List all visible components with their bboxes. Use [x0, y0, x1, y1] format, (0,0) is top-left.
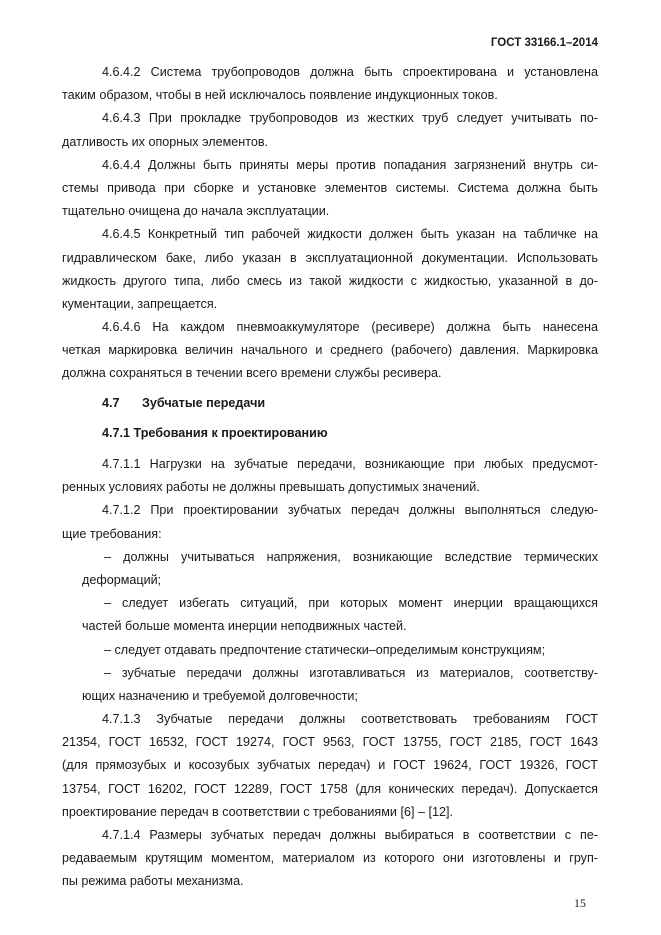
text-line: – должны учитываться напряжения, возникающие вследствие термических [104, 549, 598, 564]
text-line: ренных условиях работы не должны превышать допустимых значений. [62, 480, 480, 495]
text-line: четкая маркировка величин начального и среднего (рабочего) давления. Маркировка [62, 343, 598, 358]
paragraph [62, 499, 598, 545]
text-line: должна сохраняться в течении всего времени службы ресивера. [62, 366, 442, 381]
section-number: 4.7 [102, 395, 120, 410]
text-line: 4.7.1.2 При проектировании зубчатых передач должны выполняться следую- [102, 503, 598, 518]
paragraph [62, 824, 598, 894]
text-line: 4.6.4.5 Конкретный тип рабочей жидкости должен быть указан на табличке на [102, 227, 598, 242]
text-line: гидравлическом баке, либо указан в эксплуатационной документации. Использовать [62, 250, 598, 265]
paragraph [62, 154, 598, 224]
paragraph [62, 316, 598, 386]
page-number: 15 [574, 896, 586, 910]
text-line: кументации, запрещается. [62, 296, 218, 311]
text-line: (для прямозубых и косозубых зубчатых передач) и ГОСТ 19624, ГОСТ 19326, ГОСТ [62, 758, 598, 773]
text-line: проектирование передач в соответствии с требованиями [6] – [12]. [62, 804, 453, 819]
list-item [62, 546, 598, 592]
text-line: ющих назначению и требуемой долговечности; [82, 688, 358, 703]
text-line: 4.6.4.6 На каждом пневмоаккумуляторе (ресивере) должна быть нанесена [102, 320, 598, 335]
text-line: – зубчатые передачи должны изготавливаться из материалов, соответству- [104, 665, 598, 680]
section-heading [62, 392, 598, 415]
paragraph [62, 61, 598, 107]
text-line: 4.7.1.4 Размеры зубчатых передач должны выбираться в соответствии с пе- [102, 828, 598, 842]
text-line: – следует избегать ситуаций, при которых момент инерции вращающихся [104, 596, 598, 611]
text-line: деформаций; [82, 572, 162, 587]
text-line: тщательно очищена до начала эксплуатации. [62, 204, 330, 219]
section-heading [62, 422, 598, 445]
text-line: 4.7.1.3 Зубчатые передачи должны соответствовать требованиям ГОСТ [102, 712, 598, 727]
text-line: – следует отдавать предпочтение статически–определимым конструкциям; [104, 642, 546, 657]
text-line: частей больше момента инерции неподвижных частей. [82, 619, 407, 634]
text-line: редаваемым крутящим моментом, материалом из которого они изготовлены и груп- [62, 851, 598, 866]
document-header: ГОСТ 33166.1–2014 [490, 37, 598, 49]
paragraph [62, 107, 598, 153]
section-heading-line [62, 392, 598, 415]
text-line: 4.7.1.1 Нагрузки на зубчатые передачи, возникающие при любых предусмот- [102, 457, 598, 471]
text-line: пы режима работы механизма. [62, 874, 244, 889]
list-item [62, 662, 598, 708]
text-line: датливость их опорных элементов. [62, 134, 269, 149]
text-line: таким образом, чтобы в ней исключалось появление индукционных токов. [62, 88, 498, 103]
paragraph [62, 453, 598, 499]
text-line: 13754, ГОСТ 16202, ГОСТ 12289, ГОСТ 1758 (для конических передач). Допускается [62, 781, 598, 796]
text-line: 4.6.4.4 Должны быть приняты меры против попадания загрязнений внутрь си- [102, 157, 598, 172]
text-line: 4.6.4.2 Система трубопроводов должна быть спроектирована и установлена [102, 65, 598, 79]
text-line: щие требования: [62, 526, 162, 541]
paragraph [62, 223, 598, 316]
paragraph [62, 708, 598, 824]
text-line: стемы привода при сборке и установке элементов системы. Система должна быть [62, 180, 598, 195]
text-line: жидкость другого типа, либо смесь из такой жидкости с жидкостью, указанной в до- [62, 273, 598, 288]
section-title: Зубчатые передачи [142, 395, 266, 410]
text-line: 4.7.1 Требования к проектированию [102, 425, 328, 440]
text-line: 21354, ГОСТ 16532, ГОСТ 19274, ГОСТ 9563, ГОСТ 13755, ГОСТ 2185, ГОСТ 1643 [62, 735, 598, 750]
document-body [62, 61, 598, 894]
list-item [62, 592, 598, 638]
text-line: 4.6.4.3 При прокладке трубопроводов из жестких труб следует учитывать по- [102, 111, 598, 126]
list-item [62, 639, 598, 662]
